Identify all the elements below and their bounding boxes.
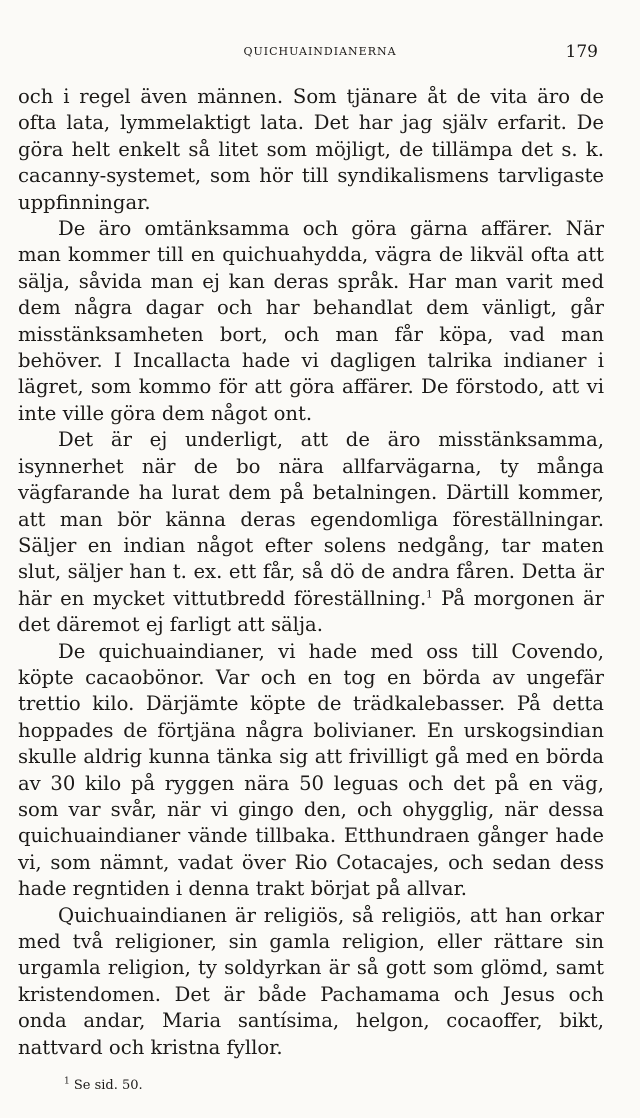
- paragraph-3-text-b: På morgonen är det däremot ej farligt att sälja.: [18, 586, 605, 637]
- footnote: [64, 1078, 143, 1093]
- paragraph-3-text-a: Det är ej underligt, att de äro misstänksamma, isynnerhet när de bo nära allfarvägarna, ty många vägfarande ha lurat dem på betalningen. Därtill kommer, att man bör känna deras egendomliga föreställningar. Säljer en indian något efter solens nedgång, tar maten slut, säljer han t. ex. ett får, så dö de andra fåren. Detta är här en mycket vittutbredd föreställning.: [18, 428, 604, 610]
- footnote-reference[interactable]: 1: [426, 589, 433, 601]
- running-title: QUICHUAINDIANERNA: [243, 45, 397, 58]
- paragraph-1: och i regel även männen. Som tjänare åt de vita äro de ofta lata, lymmelaktigt lata. Det har jag själv erfarit. De göra helt enkelt så litet som möjligt, de tillämpa det s. k. cacanny-systemet, som hör till syndikalismens tarvligaste uppfinningar.: [18, 85, 604, 214]
- page-header: [0, 42, 640, 66]
- paragraph-2: De äro omtänksamma och göra gärna affärer. När man kommer till en quichuahydda, vägra de likväl ofta att sälja, såvida man ej kan deras språk. Har man varit med dem några dagar och har behandlat dem vänligt, går misstänksamheten bort, och man får köpa, vad man behöver. I Incallacta hade vi dagligen talrika indianer i lägret, som kommo för att göra affärer. De förstodo, att vi inte ville göra dem något ont.: [18, 217, 604, 425]
- paragraph-5: Quichuaindianen är religiös, så religiös, att han orkar med två religioner, sin gamla religion, eller rättare sin urgamla religion, ty soldyrkan är så gott som glömd, samt kristendomen. Det är både Pachamama och Jesus och onda andar, Maria santísima, helgon, cocaoffer, bikt, nattvard och kristna fyllor.: [18, 903, 604, 1059]
- paragraph-4: De quichuaindianer, vi hade med oss till Covendo, köpte cacaobönor. Var och en tog en börda av ungefär trettio kilo. Därjämte köpte de trädkalebasser. På detta hoppades de förtjäna några bolivianer. En urskogsindian skulle aldrig kunna tänka sig att frivilligt gå med en börda av 30 kilo på ryggen nära 50 leguas och det på en väg, som var svår, när vi gingo den, och ohygglig, när dessa quichuaindianer vände tillbaka. Etthundraen gånger hade vi, som nämnt, vadat över Rio Cotacajes, och sedan dess hade regntiden i denna trakt börjat på allvar.: [18, 639, 604, 901]
- body-text: [18, 84, 604, 1061]
- paragraph-3: [18, 427, 604, 638]
- page-number: 179: [565, 42, 598, 62]
- footnote-text: Se sid. 50.: [69, 1078, 143, 1093]
- footnote-mark: 1: [64, 1076, 70, 1087]
